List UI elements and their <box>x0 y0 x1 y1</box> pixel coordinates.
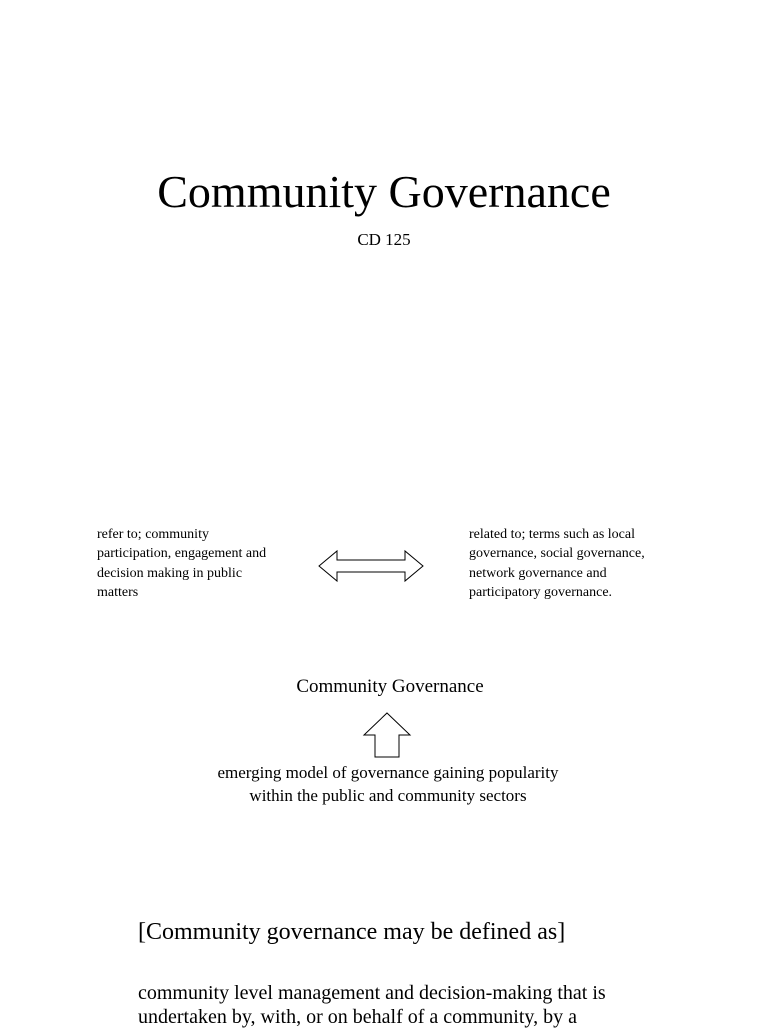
right-note: related to; terms such as local governance, social governance, network governance and participatory governance. <box>469 527 645 600</box>
definition-heading: [Community governance may be defined as] <box>138 919 566 945</box>
page-title: Community Governance <box>157 166 611 217</box>
up-arrow-icon <box>362 711 412 759</box>
course-code: CD 125 <box>357 230 411 249</box>
definition-body: community level management and decision-making that is undertaken by, with, or on behalf of a community, by a <box>138 982 606 1028</box>
center-heading: Community Governance <box>296 676 484 697</box>
double-headed-arrow-icon <box>316 548 426 584</box>
center-description: emerging model of governance gaining popularity within the public and community sectors <box>217 763 559 805</box>
left-note: refer to; community participation, engagement and decision making in public matters <box>97 527 267 600</box>
